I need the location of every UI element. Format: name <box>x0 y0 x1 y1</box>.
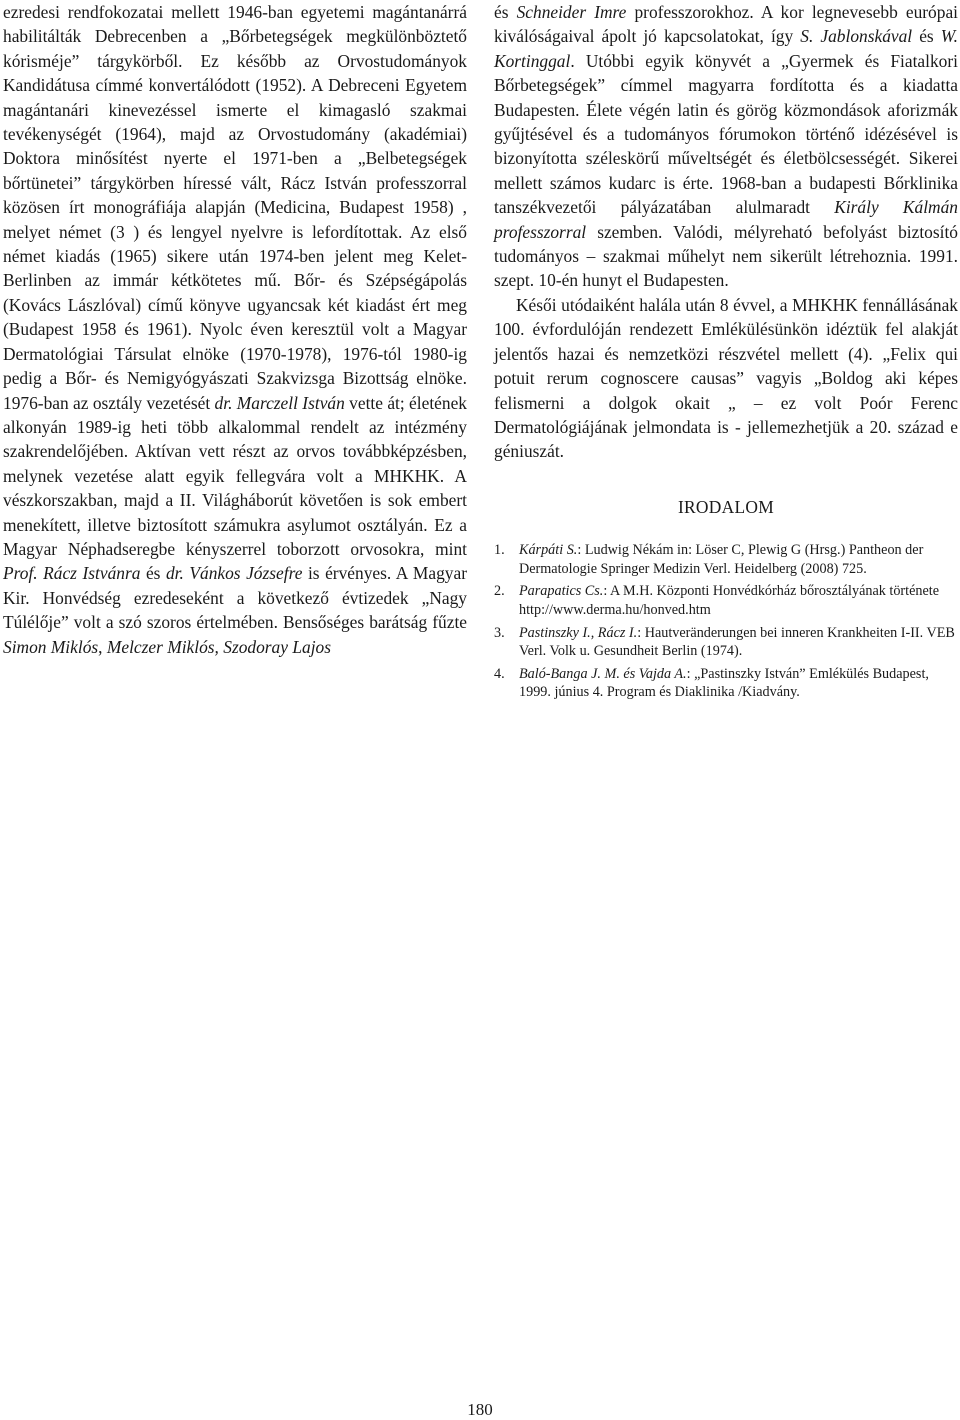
italic-name: Pastinszky I., Rácz I. <box>519 624 638 641</box>
reference-item <box>494 582 958 619</box>
italic-name: Prof. Rácz Istvánra <box>3 563 141 584</box>
italic-name: dr. Marczell István <box>214 392 345 413</box>
reference-text: Kárpáti S.: Ludwig Nékám in: Löser C, Plewig G (Hrsg.) Pantheon der Dermatologie Springer Medizin Verl. Heidelberg (2008) 725. <box>519 542 924 577</box>
italic-name: Melczer Miklós, Szodoray Lajos <box>106 636 331 657</box>
italic-name: Parapatics Cs. <box>519 583 604 600</box>
right-column <box>494 0 958 706</box>
italic-name: Baló-Banga J. M. és Vajda A. <box>519 665 687 682</box>
reference-item <box>494 541 958 578</box>
left-column <box>3 0 467 659</box>
italic-name: dr. Vánkos Józsefre <box>165 563 303 584</box>
italic-name: Király Kálmán professzorral <box>494 197 958 242</box>
reference-text: Baló-Banga J. M. és Vajda A.: „Pastinszky István” Emlékülés Budapest, 1999. június 4. Program és Diaklinika /Kiadvány. <box>519 665 929 701</box>
reference-number: 1. <box>494 542 505 559</box>
italic-name: Simon Miklós <box>3 636 99 657</box>
reference-text: Parapatics Cs.: A M.H. Központi Honvédkórház bőrosztályának története http://www.derma.hu/honved.htm <box>519 583 940 618</box>
italic-name: Schneider Imre <box>516 2 627 22</box>
reference-item <box>494 665 958 702</box>
references-heading: IRODALOM <box>677 496 775 517</box>
page-number: 180 <box>467 1400 493 1419</box>
body-paragraph-right-2: Késői utódaiként halála után 8 évvel, a MHKHK fennállásának 100. évfordulóján rendezett Emlékülésünkön idéztük fel alakját jelentős hazai és nemzetközi részvétel mellett (4). „Felix qui potuit rerum cognoscere causas” vagyis „Boldog aki képes felismerni a dolgok okait „ – ez volt Poór Ferenc Dermatológiájának jelmondata is - jellemezhetjük a 20. század e géniuszát. <box>494 294 958 462</box>
body-paragraph-left: ezredesi rendfokozatai mellett 1946-ban egyetemi magántanárrá habilitálták Debrecenben a „Bőrbetegségek megkülönböztető kórisméje” tárgykörből. Ez később az Orvostudományok Kandidátusa címmé konvertálódott (1952). A Debreceni Egyetem magántanári kinevezéssel ismerte el kimagasló szakmai tevékenységét (1964), majd az Orvostudomány (akadémiai) Doktora minősítést nyerte el 1971-ben a „Belbetegségek bőrtünetei” tárgykörben híressé vált, Rácz István professzorral közösen írt monográfiája alapján (Medicina, Budapest 1958) , melyet német (3 ) és lengyel nyelvre is lefordítottak. Az első német kiadás (1965) sikere után 1974-ben jelent meg Kelet-Berlinben az immár kétkötetes mű. Bőr- és Szépségápolás (Kovács Lászlóval) című könyve ugyancsak két kiadást ért meg (Budapest 1958 és 1961). Nyolc éven keresztül volt a Magyar Dermatológiai Társulat elnöke (1970-1978), 1976-tól 1980-ig pedig a Bőr- és Nemigyógyászati Szakvizsga Bizottság elnöke. 1976-ban az osztály vezetését dr. Marczell István vette át; életének alkonyán 1989-ig heti több alkalommal rendelt az intézmény szakrendelőjében. Aktívan vett részt az orvos továbbképzésben, melynek vezetése alatt egyik fellegvára volt a MHKHK. A vészkorszakban, majd a II. Világháborút követően is sok embert menekített, illetve biztosított számukra asylumot osztályán. Ez a Magyar Néphadseregbe kényszerrel toborzott orvosokra, mint Prof. Rácz Istvánra és dr. Vánkos Józsefre is érvényes. A Magyar Kir. Honvédség ezredeseként a következő évtizedek „Nagy Túlélője” volt a szó szoros értelmében. Bensőséges barátság fűzte Simon Miklós, Melczer Miklós, Szodoray Lajos <box>3 2 467 657</box>
reference-text: Pastinszky I., Rácz I.: Hautveränderungen bei inneren Krankheiten I-II. VEB Verl. Volk u. Gesundheit Berlin (1974). <box>519 624 955 660</box>
reference-number: 2. <box>494 583 505 600</box>
italic-name: W. Kortinggal <box>494 26 959 71</box>
italic-name: S. Jablonskával <box>800 26 913 47</box>
reference-number: 4. <box>494 665 505 682</box>
reference-list <box>494 541 958 702</box>
reference-number: 3. <box>494 624 505 641</box>
body-paragraph-right-1: és Schneider Imre professzorokhoz. A kor legnevesebb európai kiválóságaival ápolt jó kapcsolatokat, így S. Jablonskával és W. Kortinggal. Utóbbi egyik könyvét a „Gyermek és Fiatalkori Bőrbetegségek” címmel magyarra fordította és a kiadatta Budapesten. Élete végén latin és görög közmondások aforizmák gyűjtésével és a tudományos fórumokon történő idézésével is bizonyította széleskörű műveltségét és életbölcsességét. Sikerei mellett számos kudarc is érte. 1968-ban a budapesti Bőrklinika tanszékvezetői pályázatában alulmaradt Király Kálmán professzorral szemben. Valódi, mélyreható befolyást biztosító tudományos – szakmai műhelyt nem sikerült létrehoznia. 1991. szept. 10-én hunyt el Budapesten. <box>494 2 959 291</box>
italic-name: Kárpáti S. <box>519 542 578 559</box>
reference-item <box>494 624 958 661</box>
